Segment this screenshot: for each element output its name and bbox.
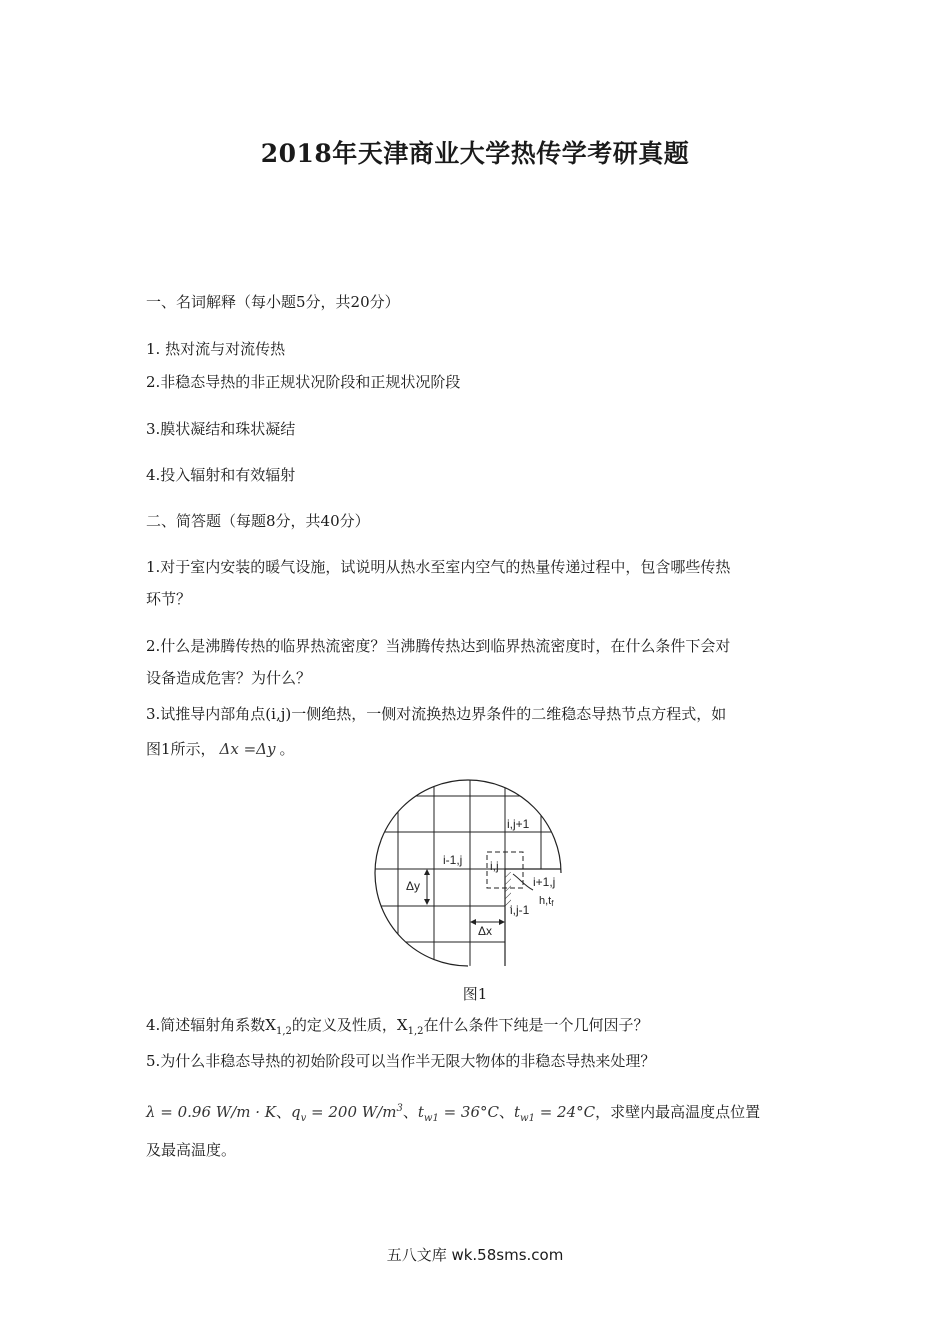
figure-1-diagram [373,776,573,976]
question-2-line-1: 2.什么是沸腾传热的临界热流密度？当沸腾传热达到临界热流密度时，在什么条件下会对 [146,637,731,655]
question-1-line-1: 1.对于室内安装的暖气设施，试说明从热水至室内空气的热量传递过程中，包含哪些传热 [146,558,731,576]
question-3-text: 图1所示， [146,740,216,758]
question-3-line-2 [146,739,295,759]
label-node-left: i-1,j [443,853,463,867]
section1-item-3: 3.膜状凝结和珠状凝结 [146,420,296,438]
label-node-center: i,j [490,859,499,873]
section1-item-2: 2.非稳态导热的非正规状况阶段和正规状况阶段 [146,373,461,391]
section2-heading: 二、简答题（每题8分，共40分） [146,512,370,530]
question-3-math: Δx =Δy [219,740,276,758]
label-node-bottom: i,j-1 [510,903,530,917]
section1-heading: 一、名词解释（每小题5分，共20分） [146,293,400,311]
question-4: 4.简述辐射角系数$X_{1,2}$的定义及性质，$X_{1,2}$在什么条件下纯是一个几何因子？ [146,1016,649,1037]
question-5: 5.为什么非稳态导热的初始阶段可以当作半无限大物体的非稳态导热来处理？ [146,1052,656,1070]
question-3-end: 。 [279,740,295,758]
question-2-line-2: 设备造成危害？为什么？ [146,669,312,687]
label-delta-y: Δy [406,879,421,893]
label-delta-x: Δx [478,924,493,938]
section1-item-4: 4.投入辐射和有效辐射 [146,466,296,484]
label-node-top: i,j+1 [507,817,530,831]
section1-item-1: 1. 热对流与对流传热 [146,340,286,358]
label-convection: h,tf [539,895,554,908]
label-node-right: i+1,j [533,875,556,889]
parameters-line-2: 及最高温度。 [146,1141,237,1159]
figure-1-caption: 图1 [462,985,488,1003]
question-3-line-1: 3.试推导内部角点(i,j)一侧绝热，一侧对流换热边界条件的二维稳态导热节点方程式，如 [146,705,727,723]
parameters-line: λ = 0.96 W/m · K、$q_v = 200$ $W/m^3$、$t_{w1} = 36^\circ C$、$t_{w1} = 24^\circ C$，求壁内最高温度点位置 [146,1103,761,1124]
footer-watermark[interactable]: 五八文库 wk.58sms.com [386,1246,564,1264]
page-title: 2018年天津商业大学热传学考研真题 [260,139,690,168]
question-1-line-2: 环节？ [146,590,192,608]
